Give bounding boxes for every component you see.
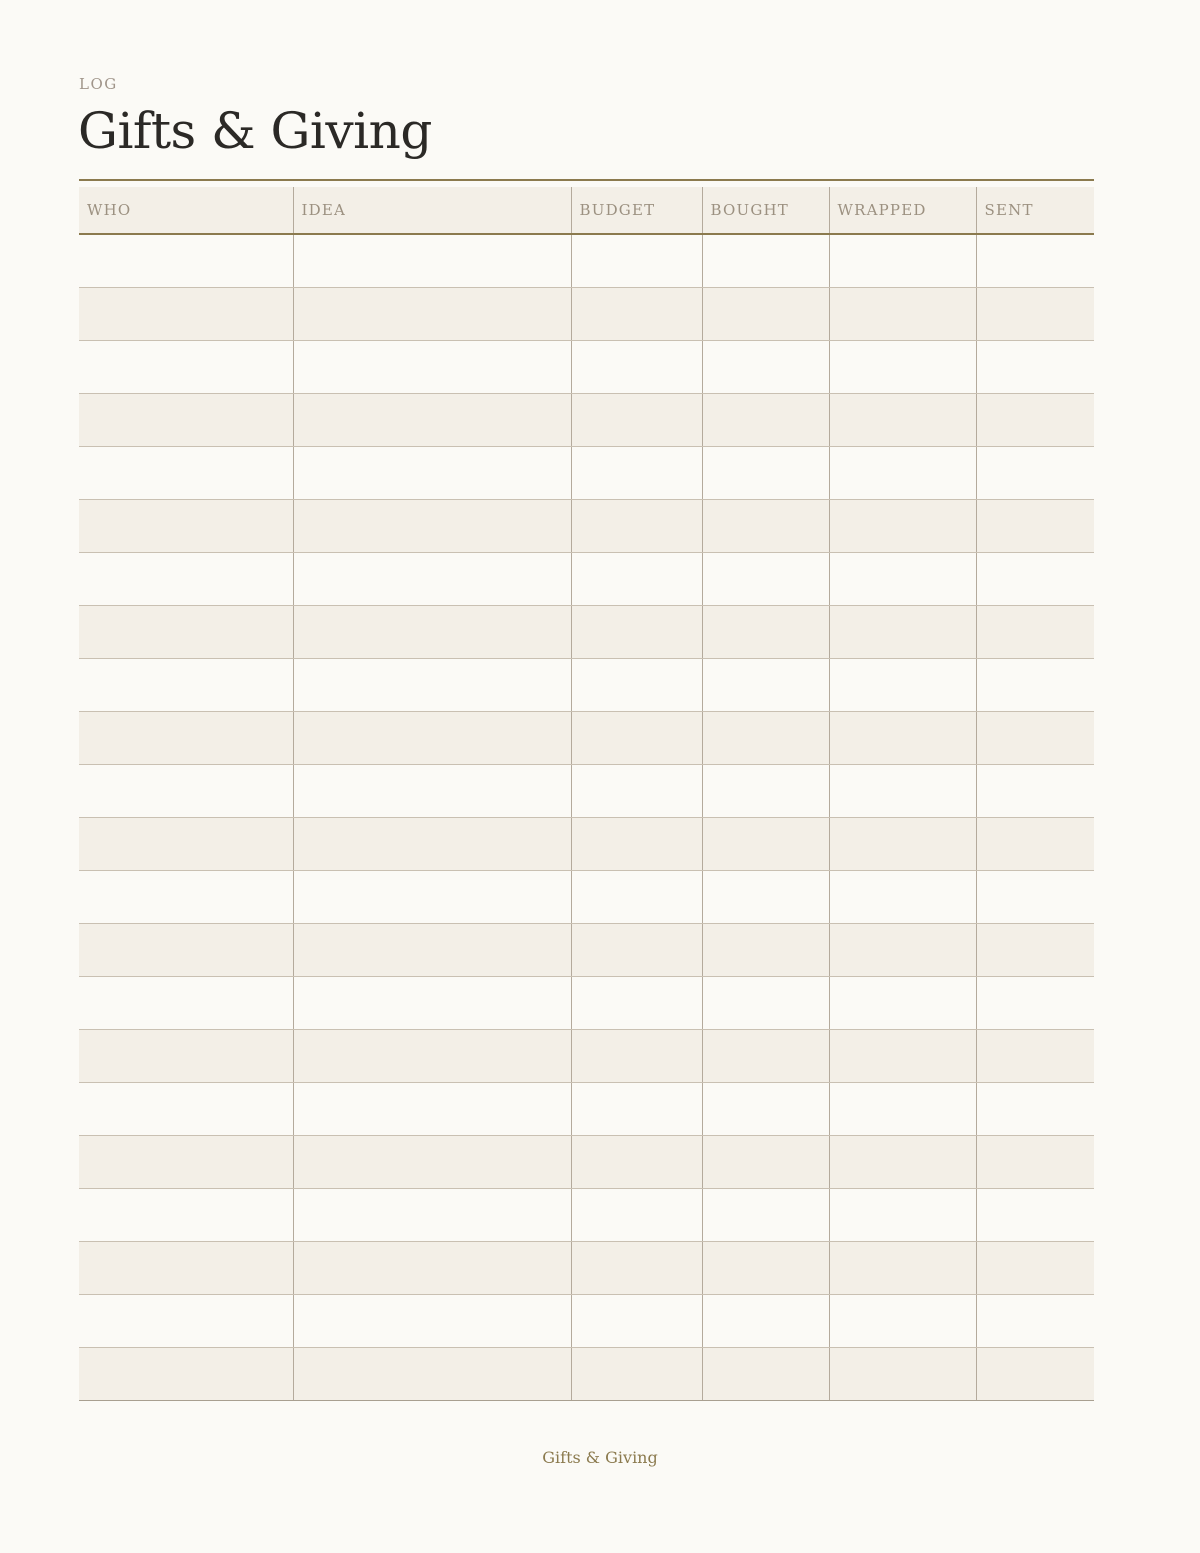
table-cell-idea[interactable] [293, 817, 571, 870]
table-cell-sent[interactable] [976, 976, 1094, 1029]
table-cell-budget[interactable] [571, 1029, 702, 1082]
table-cell-sent[interactable] [976, 658, 1094, 711]
table-cell-wrapped[interactable] [829, 287, 976, 340]
table-row [79, 287, 1094, 340]
table-cell-idea[interactable] [293, 446, 571, 499]
table-row [79, 1082, 1094, 1135]
table-cell-wrapped[interactable] [829, 1294, 976, 1347]
table-cell-who[interactable] [79, 764, 293, 817]
table-cell-budget[interactable] [571, 1294, 702, 1347]
table-cell-wrapped[interactable] [829, 552, 976, 605]
table-cell-wrapped[interactable] [829, 340, 976, 393]
table-cell-who[interactable] [79, 1082, 293, 1135]
table-row [79, 1294, 1094, 1347]
table-cell-sent[interactable] [976, 1082, 1094, 1135]
table-row [79, 1188, 1094, 1241]
table-cell-wrapped[interactable] [829, 817, 976, 870]
table-row [79, 870, 1094, 923]
table-row [79, 1135, 1094, 1188]
table-cell-bought[interactable] [702, 870, 829, 923]
column-header-idea: IDEA [293, 187, 571, 234]
table-cell-who[interactable] [79, 1241, 293, 1294]
column-header-wrapped: WRAPPED [829, 187, 976, 234]
table-cell-bought[interactable] [702, 976, 829, 1029]
table-cell-wrapped[interactable] [829, 446, 976, 499]
table-cell-idea[interactable] [293, 923, 571, 976]
table-cell-who[interactable] [79, 234, 293, 287]
header-spacer [79, 180, 1094, 187]
table-cell-wrapped[interactable] [829, 976, 976, 1029]
table-cell-sent[interactable] [976, 1347, 1094, 1400]
table-cell-idea[interactable] [293, 393, 571, 446]
table-cell-sent[interactable] [976, 1241, 1094, 1294]
table-row [79, 446, 1094, 499]
table-cell-budget[interactable] [571, 234, 702, 287]
page-footer: Gifts & Giving [542, 1448, 658, 1467]
table-cell-who[interactable] [79, 605, 293, 658]
table-cell-idea[interactable] [293, 764, 571, 817]
table-cell-who[interactable] [79, 817, 293, 870]
table-cell-budget[interactable] [571, 446, 702, 499]
table-row [79, 393, 1094, 446]
table-cell-who[interactable] [79, 976, 293, 1029]
table-cell-idea[interactable] [293, 976, 571, 1029]
table-cell-who[interactable] [79, 711, 293, 764]
table-cell-budget[interactable] [571, 711, 702, 764]
column-header-bought: BOUGHT [702, 187, 829, 234]
table-cell-sent[interactable] [976, 870, 1094, 923]
table-cell-budget[interactable] [571, 1347, 702, 1400]
table-cell-budget[interactable] [571, 552, 702, 605]
table-cell-bought[interactable] [702, 817, 829, 870]
table-cell-wrapped[interactable] [829, 923, 976, 976]
table-row [79, 923, 1094, 976]
table-row [79, 976, 1094, 1029]
table-cell-sent[interactable] [976, 340, 1094, 393]
table-cell-sent[interactable] [976, 1294, 1094, 1347]
table-cell-sent[interactable] [976, 1135, 1094, 1188]
table-cell-idea[interactable] [293, 1188, 571, 1241]
table-body [79, 234, 1094, 1400]
table-cell-budget[interactable] [571, 1241, 702, 1294]
table-cell-idea[interactable] [293, 234, 571, 287]
table-cell-idea[interactable] [293, 499, 571, 552]
table-cell-bought[interactable] [702, 605, 829, 658]
table-cell-idea[interactable] [293, 1241, 571, 1294]
table-cell-bought[interactable] [702, 1029, 829, 1082]
table-cell-idea[interactable] [293, 1347, 571, 1400]
table-cell-wrapped[interactable] [829, 393, 976, 446]
table-cell-who[interactable] [79, 446, 293, 499]
table-cell-sent[interactable] [976, 923, 1094, 976]
table-cell-who[interactable] [79, 287, 293, 340]
table-cell-budget[interactable] [571, 340, 702, 393]
table-cell-wrapped[interactable] [829, 499, 976, 552]
table-cell-budget[interactable] [571, 817, 702, 870]
table-cell-bought[interactable] [702, 711, 829, 764]
table-cell-sent[interactable] [976, 1029, 1094, 1082]
table-cell-who[interactable] [79, 923, 293, 976]
table-cell-wrapped[interactable] [829, 1082, 976, 1135]
page-title: Gifts & Giving [78, 102, 432, 160]
table-cell-bought[interactable] [702, 234, 829, 287]
table-cell-wrapped[interactable] [829, 658, 976, 711]
table-cell-sent[interactable] [976, 1188, 1094, 1241]
table-cell-idea[interactable] [293, 1082, 571, 1135]
table-cell-who[interactable] [79, 1029, 293, 1082]
table-cell-budget[interactable] [571, 1188, 702, 1241]
table-cell-who[interactable] [79, 393, 293, 446]
table-cell-bought[interactable] [702, 446, 829, 499]
table-cell-idea[interactable] [293, 711, 571, 764]
table-cell-wrapped[interactable] [829, 1241, 976, 1294]
table-cell-who[interactable] [79, 1347, 293, 1400]
table-cell-idea[interactable] [293, 287, 571, 340]
table-row [79, 340, 1094, 393]
table-cell-budget[interactable] [571, 870, 702, 923]
table-row [79, 817, 1094, 870]
table-cell-bought[interactable] [702, 764, 829, 817]
table-cell-idea[interactable] [293, 552, 571, 605]
table-cell-bought[interactable] [702, 1188, 829, 1241]
table-cell-wrapped[interactable] [829, 234, 976, 287]
table-row [79, 1029, 1094, 1082]
table-cell-wrapped[interactable] [829, 1347, 976, 1400]
page-eyebrow: LOG [79, 75, 118, 93]
table-row [79, 605, 1094, 658]
table-cell-sent[interactable] [976, 287, 1094, 340]
table-row [79, 499, 1094, 552]
table-cell-sent[interactable] [976, 234, 1094, 287]
table-cell-who[interactable] [79, 340, 293, 393]
table-cell-idea[interactable] [293, 870, 571, 923]
table-row [79, 711, 1094, 764]
table-cell-sent[interactable] [976, 605, 1094, 658]
table-cell-who[interactable] [79, 499, 293, 552]
table-cell-wrapped[interactable] [829, 870, 976, 923]
table-row [79, 764, 1094, 817]
table-cell-idea[interactable] [293, 1294, 571, 1347]
table-cell-idea[interactable] [293, 340, 571, 393]
table-cell-who[interactable] [79, 658, 293, 711]
table-cell-idea[interactable] [293, 658, 571, 711]
table-cell-budget[interactable] [571, 976, 702, 1029]
table-cell-sent[interactable] [976, 817, 1094, 870]
table-cell-who[interactable] [79, 552, 293, 605]
table-cell-bought[interactable] [702, 923, 829, 976]
table-cell-wrapped[interactable] [829, 1135, 976, 1188]
table-cell-budget[interactable] [571, 499, 702, 552]
table-cell-wrapped[interactable] [829, 764, 976, 817]
table-cell-sent[interactable] [976, 711, 1094, 764]
table-cell-bought[interactable] [702, 1241, 829, 1294]
column-header-who: WHO [79, 187, 293, 234]
table-row [79, 234, 1094, 287]
table-row [79, 1241, 1094, 1294]
table-cell-wrapped[interactable] [829, 1188, 976, 1241]
table-cell-budget[interactable] [571, 658, 702, 711]
table-cell-idea[interactable] [293, 1029, 571, 1082]
table-header-row [79, 187, 1094, 234]
table-cell-bought[interactable] [702, 1082, 829, 1135]
table-row [79, 658, 1094, 711]
table-cell-sent[interactable] [976, 446, 1094, 499]
table-cell-sent[interactable] [976, 499, 1094, 552]
table-cell-budget[interactable] [571, 764, 702, 817]
table-cell-who[interactable] [79, 1294, 293, 1347]
table-cell-idea[interactable] [293, 1135, 571, 1188]
table-cell-sent[interactable] [976, 764, 1094, 817]
table-cell-budget[interactable] [571, 923, 702, 976]
table-cell-bought[interactable] [702, 287, 829, 340]
table-cell-who[interactable] [79, 1188, 293, 1241]
table-cell-bought[interactable] [702, 1135, 829, 1188]
table-cell-budget[interactable] [571, 1082, 702, 1135]
table-cell-budget[interactable] [571, 393, 702, 446]
table-cell-bought[interactable] [702, 552, 829, 605]
table-cell-bought[interactable] [702, 1294, 829, 1347]
table-cell-bought[interactable] [702, 1347, 829, 1400]
table-cell-bought[interactable] [702, 499, 829, 552]
gift-log-table [79, 179, 1094, 1401]
table-cell-budget[interactable] [571, 287, 702, 340]
column-header-sent: SENT [976, 187, 1094, 234]
table-cell-sent[interactable] [976, 393, 1094, 446]
table-cell-budget[interactable] [571, 605, 702, 658]
table-cell-bought[interactable] [702, 340, 829, 393]
table-cell-wrapped[interactable] [829, 711, 976, 764]
table-cell-bought[interactable] [702, 658, 829, 711]
table-cell-wrapped[interactable] [829, 1029, 976, 1082]
table-cell-who[interactable] [79, 1135, 293, 1188]
table-cell-idea[interactable] [293, 605, 571, 658]
column-header-budget: BUDGET [571, 187, 702, 234]
table-cell-who[interactable] [79, 870, 293, 923]
table-row [79, 552, 1094, 605]
table-cell-budget[interactable] [571, 1135, 702, 1188]
table-cell-bought[interactable] [702, 393, 829, 446]
table-cell-sent[interactable] [976, 552, 1094, 605]
table-row [79, 1347, 1094, 1400]
table-cell-wrapped[interactable] [829, 605, 976, 658]
